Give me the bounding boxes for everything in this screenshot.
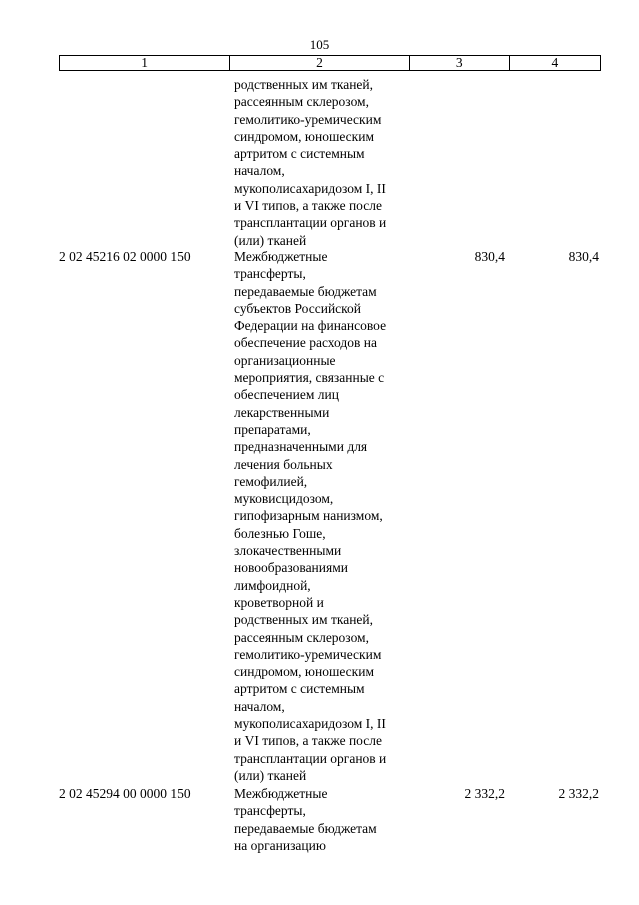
column-header-row bbox=[60, 56, 601, 71]
amount-col4: 2 332,2 bbox=[558, 786, 599, 801]
budget-code: 2 02 45216 02 0000 150 bbox=[59, 249, 191, 264]
amount-col4: 830,4 bbox=[568, 249, 599, 264]
column-header-table bbox=[59, 55, 601, 71]
row-description: Межбюджетные трансферты, передаваемые бюджетам субъектов Российской Федерации на финансовое обеспечение расходов на организационные мероприятия, связанные с обеспечением лиц лекарственными препаратами, предназначенными для лечения больных гемофилией, муковисцидозом, гипофизарным нанизмом, болезнью Гоше, злокачественными новообразованиями лимфоидной, кроветворной и родственных им тканей, рассеянным склерозом, гемолитико-уремическим синдромом, юношеским артритом с системным началом, мукополисахаридозом I, II и VI типов, а также после трансплантации органов и (или) тканей bbox=[234, 249, 387, 783]
column-header-1: 1 bbox=[60, 56, 230, 71]
column-header-3: 3 bbox=[409, 56, 509, 71]
amount-col3: 830,4 bbox=[474, 249, 505, 264]
page-number: 105 bbox=[309, 37, 330, 52]
budget-code: 2 02 45294 00 0000 150 bbox=[59, 786, 191, 801]
row-description: Межбюджетные трансферты, передаваемые бюджетам на организацию bbox=[234, 786, 377, 853]
amount-col3: 2 332,2 bbox=[464, 786, 505, 801]
column-header-4: 4 bbox=[509, 56, 600, 71]
continued-description: родственных им тканей, рассеянным склерозом, гемолитико-уремическим синдромом, юношеским артритом с системным началом, мукополисахаридозом I, II и VI типов, а также после трансплантации органов и (или) тканей bbox=[234, 77, 387, 248]
column-header-2: 2 bbox=[230, 56, 409, 71]
